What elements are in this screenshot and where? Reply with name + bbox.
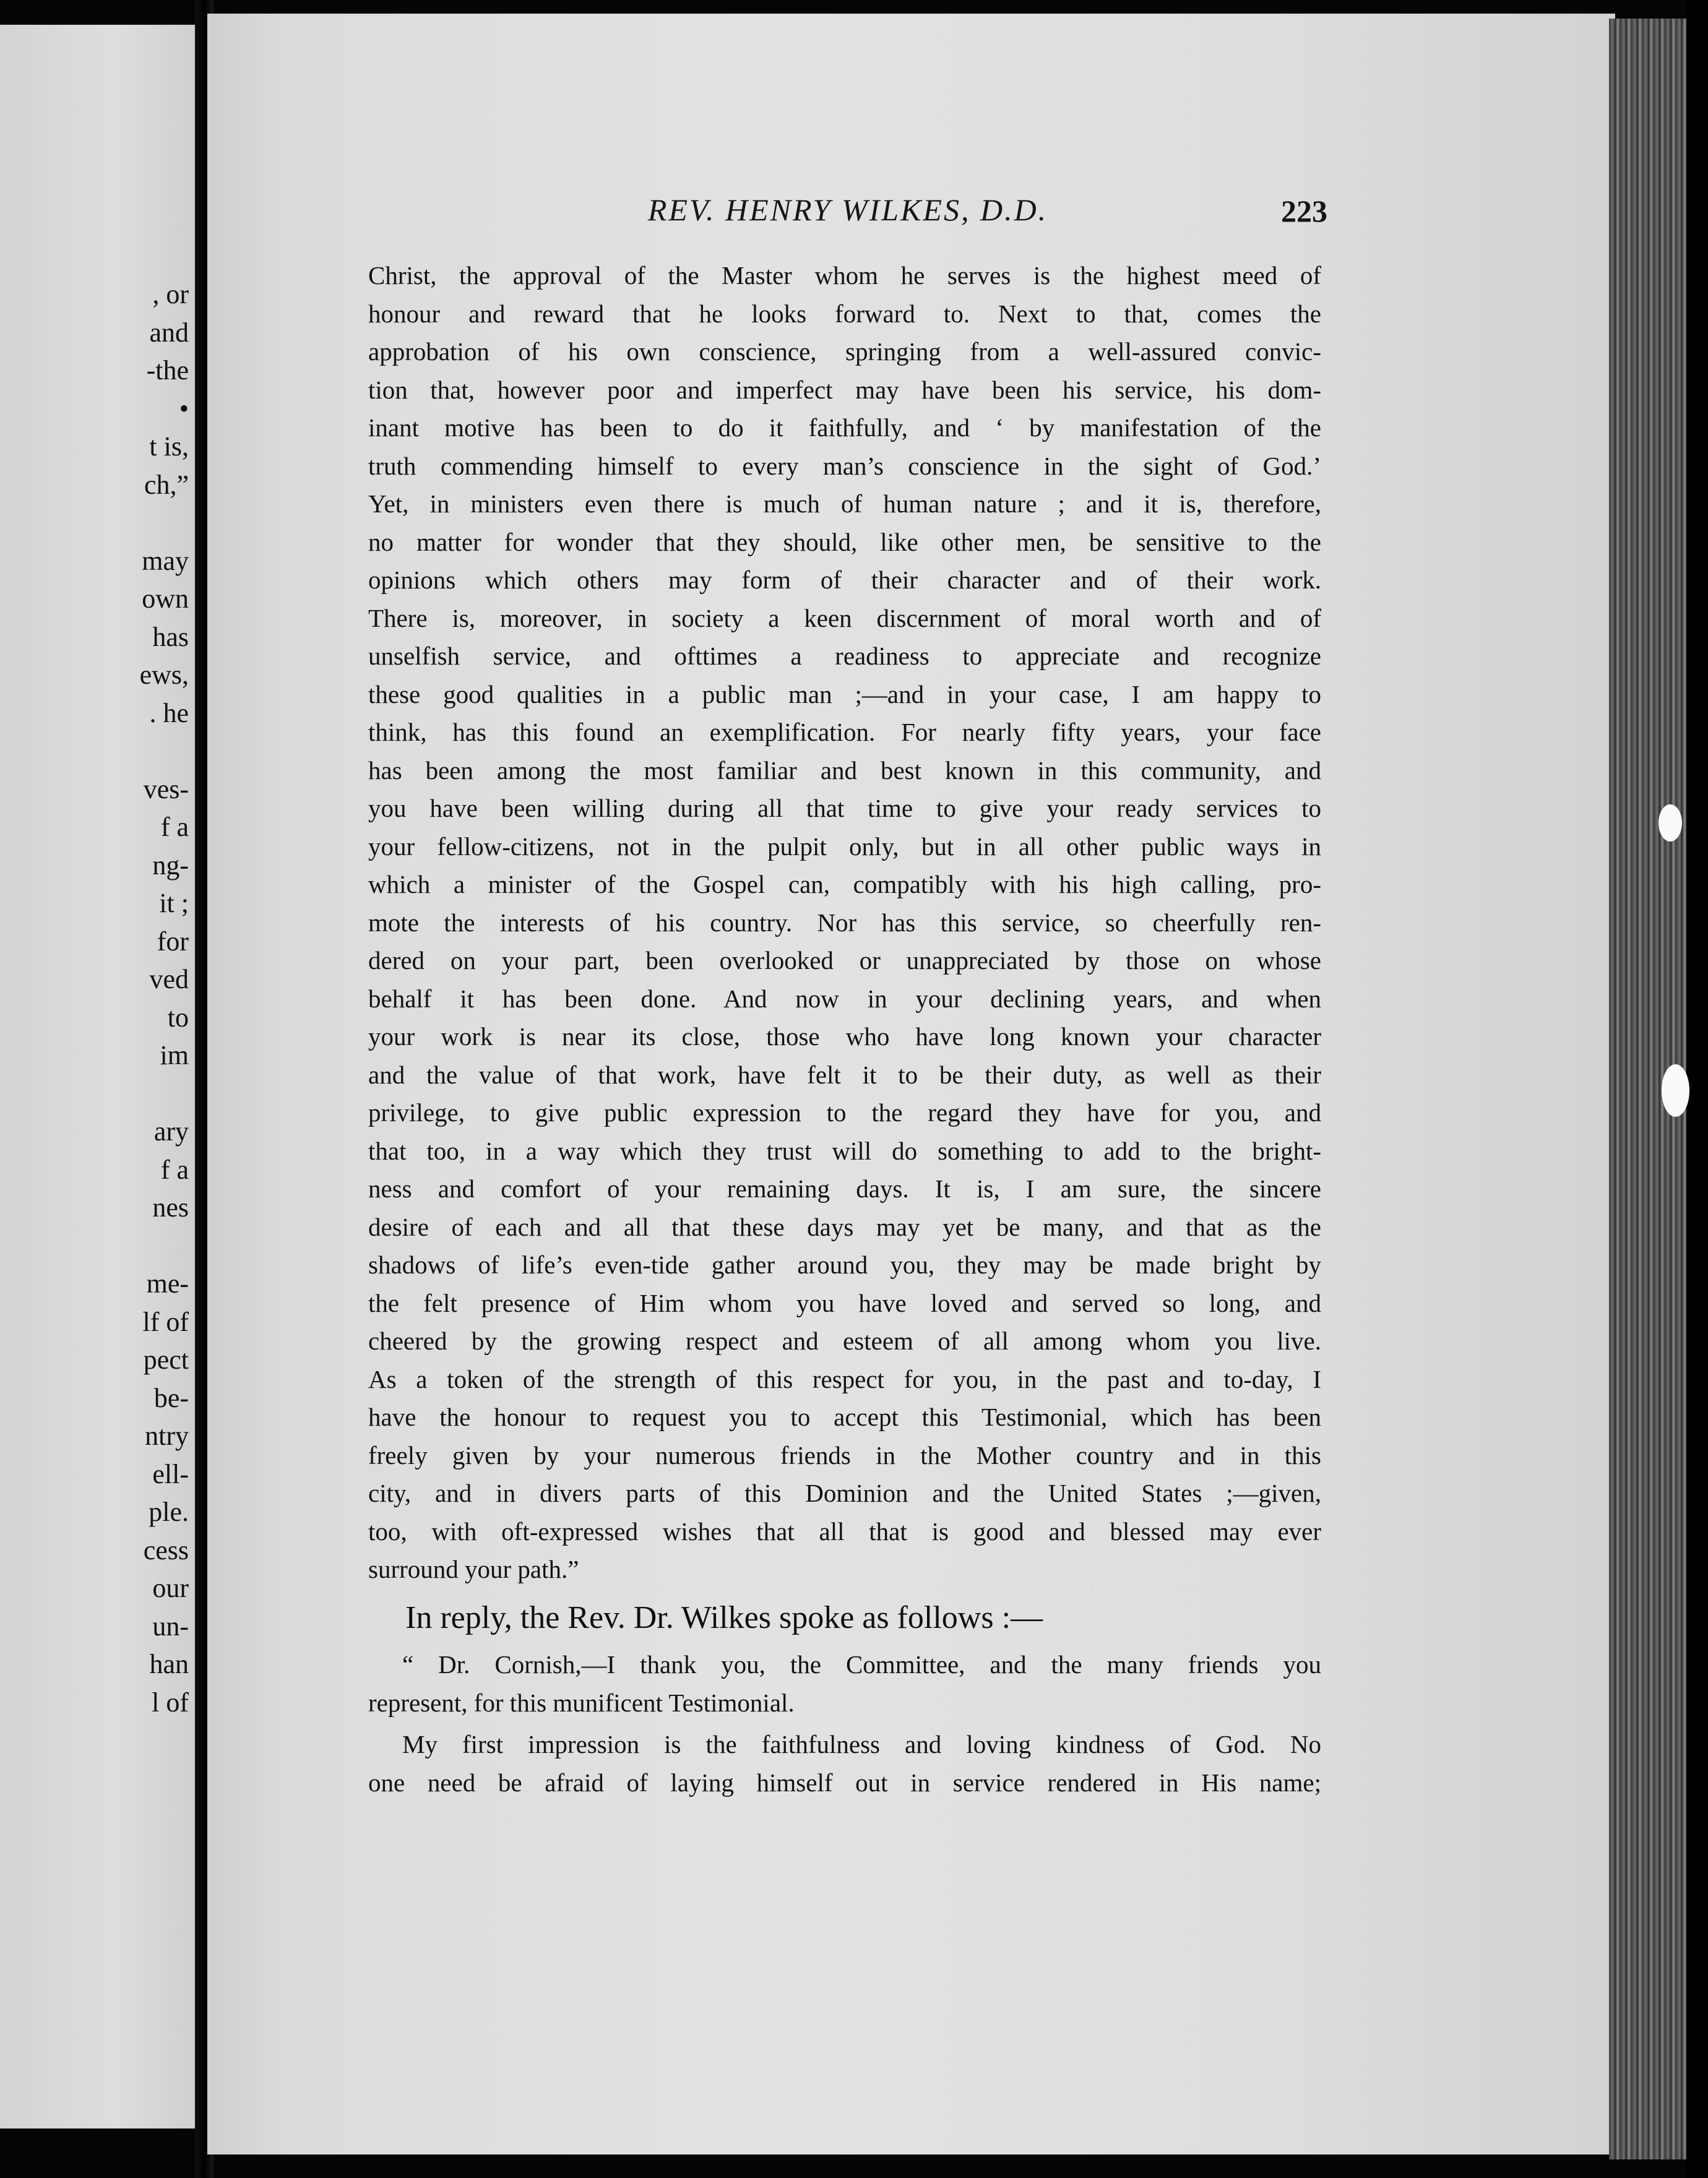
previous-page-line: f a [160,812,189,842]
scan-artifact [1658,804,1682,842]
previous-page-line: has [152,621,189,652]
text-line: you have been willing during all that time to give your ready services to [368,794,1321,822]
text-line: unselfish service, and ofttimes a readiness to appreciate and recognize [368,642,1321,670]
previous-page-line: ves- [143,773,189,804]
page-number: 223 [1281,194,1327,228]
previous-page-line: to [167,1002,189,1033]
previous-page-line: and [149,317,189,348]
previous-page-line: ved [149,964,189,994]
text-line: inant motive has been to do it faithfully, and ‘ by manifestation of the [368,413,1321,442]
previous-page-line: ews, [139,660,189,690]
text-line: freely given by your numerous friends in the Mother country and in this [368,1440,1321,1470]
text-line: approbation of his own conscience, springing from a well-assured convic- [368,337,1321,366]
text-line: honour and reward that he looks forward to. Next to that, comes the [368,299,1321,328]
text-line: no matter for wonder that they should, like other men, be sensitive to the [368,527,1321,556]
previous-page-line: it ; [159,888,189,918]
previous-page-line [140,504,189,542]
previous-page-line: han [149,1649,189,1679]
speech-text [368,1646,1321,1802]
previous-page-text [140,275,189,1721]
text-line: your work is near its close, those who have long known your character [368,1022,1321,1051]
previous-page-line: lf of [142,1306,189,1337]
previous-page-line: un- [152,1611,189,1642]
text-line: tion that, however poor and imperfect may have been his service, his dom- [368,375,1321,404]
text-line: your fellow-citizens, not in the pulpit only, but in all other public ways in [368,832,1321,861]
previous-page-line: -the [146,355,189,385]
text-line: As a token of the strength of this respect for you, in the past and to-day, I [368,1364,1321,1393]
text-line: too, with oft-expressed wishes that all that is good and blessed may ever [368,1517,1321,1546]
previous-page-line: may [142,545,189,576]
text-line: Yet, in ministers even there is much of human nature ; and it is, therefore, [368,489,1321,518]
text-line: shadows of life’s even-tide gather around you, they may be made bright by [368,1250,1321,1279]
previous-page-line: for [157,926,189,957]
previous-page-line: cess [143,1534,189,1565]
previous-page-line: t is, [149,431,189,462]
text-line: ness and comfort of your remaining days. It is, I am sure, the sincere [368,1174,1321,1203]
previous-page-line: our [152,1573,189,1603]
previous-page-line: ntry [145,1421,189,1451]
text-line: city, and in divers parts of this Dominion and the United States ;—given, [368,1479,1321,1507]
previous-page-line: ch,” [144,469,189,500]
previous-page-line: ple. [149,1497,189,1527]
previous-page-line: ell- [152,1458,189,1489]
previous-page-fragment [0,25,195,2128]
text-line: represent, for this munificent Testimonial. [368,1688,795,1717]
running-title: REV. HENRY WILKES, D.D. [647,192,1048,227]
previous-page-line: f a [160,1154,189,1185]
previous-page-line: pect [143,1345,189,1375]
text-line: has been among the most familiar and best known in this community, and [368,755,1321,785]
text-line: surround your path.” [368,1555,579,1583]
previous-page-line: nes [152,1192,189,1223]
text-line: mote the interests of his country. Nor has this service, so cheerfully ren- [368,908,1321,937]
text-line: There is, moreover, in society a keen discernment of moral worth and of [368,603,1321,632]
scan-artifact [1662,1064,1689,1117]
body-text [368,257,1321,1589]
previous-page-line [140,732,189,770]
text-line: privilege, to give public expression to the regard they have for you, and [368,1098,1321,1127]
text-line: have the honour to request you to accept this Testimonial, which has been [368,1403,1321,1431]
previous-page-line [140,1075,189,1113]
text-line: cheered by the growing respect and esteem of all among whom you live. [368,1327,1321,1355]
text-line: “ Dr. Cornish,—I thank you, the Committee, and the many friends you [402,1650,1321,1679]
text-line: these good qualities in a public man ;—and in your case, I am happy to [368,679,1321,708]
text-line: desire of each and all that these days may yet be many, and that as the [368,1212,1321,1241]
text-line: Christ, the approval of the Master whom he serves is the highest meed of [368,261,1321,290]
text-line: dered on your part, been overlooked or unappreciated by those on whose [368,946,1321,975]
previous-page-line: ary [153,1116,189,1147]
previous-page-line: own [142,583,189,614]
text-line: opinions which others may form of their character and of their work. [368,566,1321,594]
previous-page-line: im [160,1040,189,1070]
running-head [368,192,1327,235]
text-line: the felt presence of Him whom you have loved and served so long, and [368,1288,1321,1317]
previous-page-line: , or [152,279,189,309]
reply-heading: In reply, the Rev. Dr. Wilkes spoke as follows :— [405,1600,1043,1635]
text-line: which a minister of the Gospel can, compatibly with his high calling, pro- [368,870,1321,898]
text-line: behalf it has been done. And now in your declining years, and when [368,984,1321,1013]
previous-page-line: me- [146,1268,189,1299]
text-line: and the value of that work, have felt it to be their duty, as well as their [368,1060,1321,1089]
previous-page-line: be- [153,1382,189,1413]
text-line: truth commending himself to every man’s conscience in the sight of God.’ [368,451,1321,480]
previous-page-line: ng- [152,850,189,880]
text-line: think, has this found an exemplification. For nearly fifty years, your face [368,718,1321,746]
text-line: one need be afraid of laying himself out in service rendered in His name; [368,1768,1321,1797]
previous-page-line [140,1227,189,1265]
text-line: that too, in a way which they trust will do something to add to the bright- [368,1136,1321,1165]
scan-edge [1686,0,1708,2178]
text-line: My first impression is the faithfulness and loving kindness of God. No [402,1730,1321,1758]
previous-page-line: l of [152,1687,189,1718]
previous-page-line: . he [149,697,189,728]
previous-page-line: • [179,393,189,424]
